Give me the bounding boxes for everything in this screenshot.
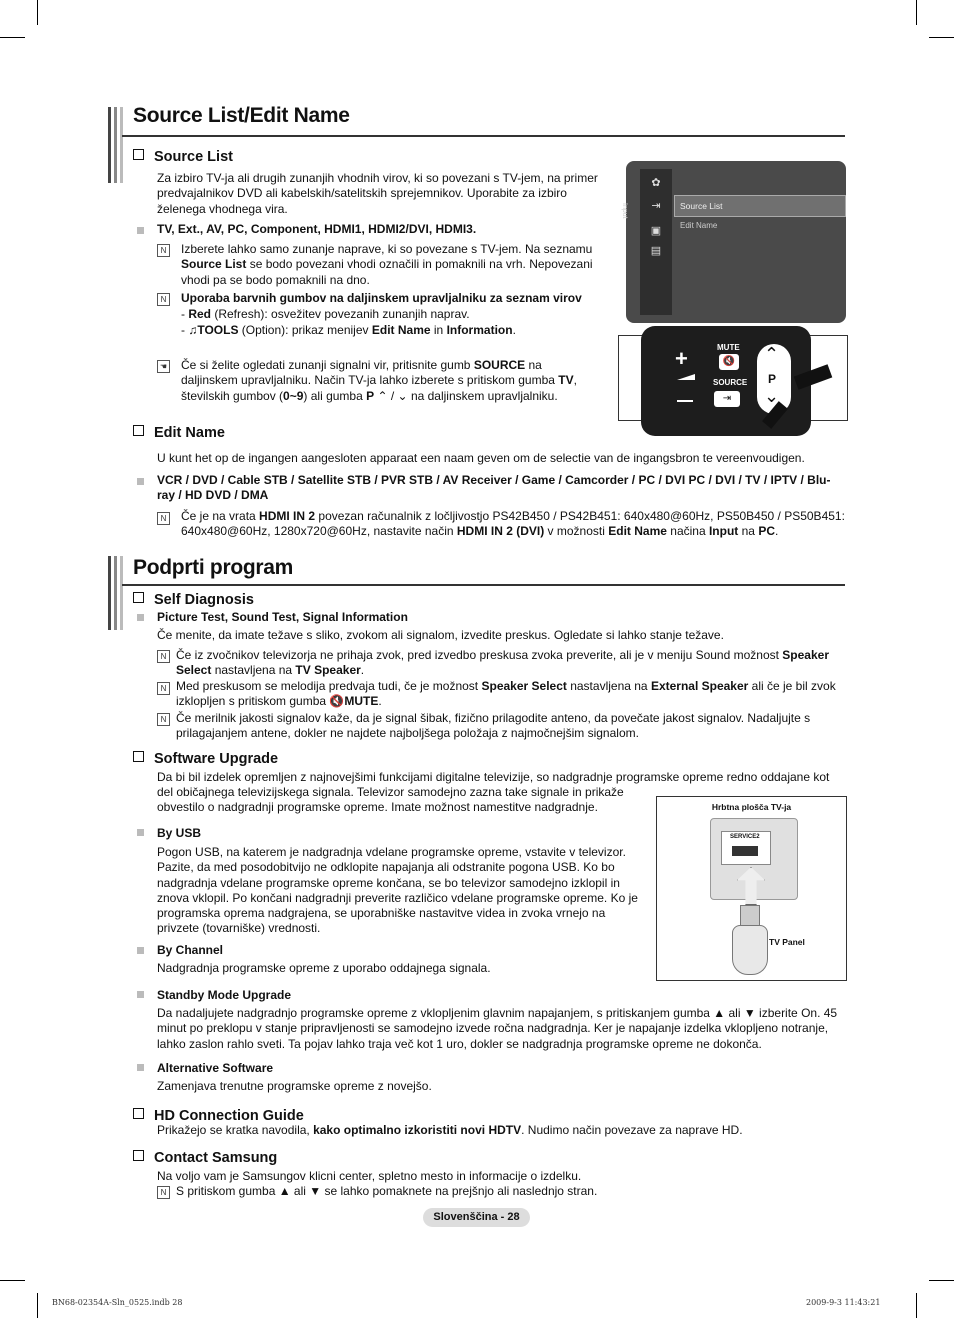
volume-up-icon: + <box>675 346 688 371</box>
tip-icon: ☚ <box>157 360 170 373</box>
tools-icon: ♫ <box>188 323 198 337</box>
checkbox-bullet-icon <box>133 425 144 436</box>
edit-name-devices: VCR / DVD / Cable STB / Satellite STB / PVR STB / AV Receiver / Game / Camcorder / PC / DVI PC / DVI / TV / IPTV / Blu-ray / HD DVD / DMA <box>157 473 831 503</box>
note-icon: N <box>157 1186 170 1199</box>
self-diagnosis-note2: Med preskusom se melodija predvaja tudi, če je možnost Speaker Select nastavljena na External Speaker ali če je bil zvok izklopljen s pritiskom gumba 🔇MUTE. <box>176 679 836 709</box>
note-icon: N <box>157 512 170 525</box>
alt-software-text: Zamenjava trenutne programske opreme z novejšo. <box>157 1079 432 1093</box>
source-button[interactable]: ⇥ <box>714 391 740 407</box>
section-rule <box>122 584 845 586</box>
port-label: SERVICE2 <box>730 834 760 840</box>
mute-icon: 🔇 <box>329 694 345 709</box>
crop-mark <box>37 0 38 25</box>
source-list-inputs: TV, Ext., AV, PC, Component, HDMI1, HDMI2/DVI, HDMI3. <box>157 222 477 236</box>
contact-text: Na voljo vam je Samsungov klicni center, spletno mesto in informacije o izdelku. <box>157 1169 582 1183</box>
source-list-note3: Če si želite ogledati zunanji signalni vir, pritisnite gumb SOURCE na daljinskem upravljalniku. Način TV-ja lahko izberete s pritiskom gumba TV, številskih gumbov (0~9) ali gumba P ⌃ / ⌄ na daljinskem upravljalniku. <box>181 358 577 403</box>
mute-button[interactable]: 🔇 <box>719 354 739 370</box>
usb-stick-icon <box>732 925 768 975</box>
square-bullet-icon <box>137 227 144 234</box>
section-title-supported-program: Podprti program <box>133 556 294 579</box>
standby-upgrade-title: Standby Mode Upgrade <box>157 988 292 1002</box>
subheading-source-list: Source List <box>133 149 233 165</box>
edit-name-note: Če je na vrata HDMI IN 2 povezan računalnik z ločljivostjo PS42B450 / PS42B451: 640x480@60Hz, PS50B450 / PS50B451: 640x480@60Hz, 1280x720@60Hz, nastavite način HDMI IN 2 (DVI) v možnosti Edit Name načina Input na PC. <box>181 509 845 539</box>
by-usb-text: Pogon USB, na katerem je nadgradnja vdelane programske opreme, vstavite v televizor. Pazite, da med posodobitvijo ne odklopite napajanja ali odstranite pogona USB. Ko bo nadgradnja vdelane programske opreme končana, se bo televizor samodejno izklopil in znova vklopil. Po končani nadgradnji preverite različico vdelane programske opreme. Ko je programska oprema nadgrajena, se uporabniške nastavitve videa in zvoka vrnejo na privzete (tovarniške) vrednosti. <box>157 845 638 936</box>
software-intro-rest: del običajnega televizijskega signala. Televizor samodejno zazna take signale in prikaže obvestilo o nadgradnji programske opreme. Imate možnost namestitve nadgradnje. <box>157 785 624 815</box>
section-title-source-list: Source List/Edit Name <box>133 104 350 127</box>
p-label: P <box>768 372 777 386</box>
contact-note: S pritiskom gumba ▲ ali ▼ se lahko pomaknete na prejšnjo ali naslednjo stran. <box>176 1184 598 1198</box>
page-number: Slovenščina - 28 <box>423 1208 530 1227</box>
chevron-up-icon: ⌃ <box>377 388 388 403</box>
square-bullet-icon <box>137 1064 144 1071</box>
usb-port <box>721 831 771 865</box>
section-bar <box>108 107 111 183</box>
crop-mark <box>0 1280 25 1281</box>
checkbox-bullet-icon <box>133 1150 144 1161</box>
self-diagnosis-note1: Če iz zvočnikov televizorja ne prihaja zvok, pred izvedbo preskusa zvoka preverite, ali je v meniju Sound možnost Speaker Select nastavljena na TV Speaker. <box>176 648 829 678</box>
subheading-software-upgrade: Software Upgrade <box>133 751 278 767</box>
checkbox-bullet-icon <box>133 149 144 160</box>
edit-name-intro: U kunt het op de ingangen aangesloten apparaat een naam geven om de selectie van de ingangsbron te vereenvoudigen. <box>157 451 805 465</box>
self-diagnosis-items: Picture Test, Sound Test, Signal Information <box>157 610 408 624</box>
checkbox-bullet-icon <box>133 1108 144 1119</box>
mute-label: MUTE <box>717 343 740 352</box>
section-rule <box>122 135 845 137</box>
source-list-intro: Za izbiro TV-ja ali drugih zunanjih vhodnih virov, ki so povezani s TV-jem, na primer predvajalnikov DVD ali kabelskih/satelitskih sprejemnikov. Uporabite za izbiro želenega vhodnega vira. <box>157 171 598 216</box>
source-list-note2: Uporaba barvnih gumbov na daljinskem upravljalniku za seznam virov <box>181 291 582 305</box>
square-bullet-icon <box>137 478 144 485</box>
square-bullet-icon <box>137 947 144 954</box>
subheading-hd-connection-guide: HD Connection Guide <box>133 1108 304 1124</box>
alt-software-title: Alternative Software <box>157 1061 274 1075</box>
self-diagnosis-intro: Če menite, da imate težave s sliko, zvokom ali signalom, izvedite preskus. Ogledate si lahko stanje težave. <box>157 628 724 642</box>
chevron-down-icon[interactable]: ⌄ <box>764 386 780 406</box>
subheading-edit-name: Edit Name <box>133 425 225 441</box>
menu-sidebar <box>640 169 672 315</box>
note-icon: N <box>157 244 170 257</box>
crop-mark <box>929 1280 954 1281</box>
input-icon: ⇥ <box>651 200 661 212</box>
hd-guide-text: Prikažejo se kratka navodila, kako optimalno izkoristiti novi HDTV. Nudimo način povezave za naprave HD. <box>157 1123 743 1137</box>
checkbox-bullet-icon <box>133 751 144 762</box>
crop-mark <box>916 0 917 25</box>
standby-upgrade-text: Da nadaljujete nadgradnjo programske opreme z vklopljenim glavnim napajanjem, s pritiskanjem gumba ▲ ali ▼ izberite On. 45 minut po preklopu v stanje pripravljenosti se samodejno izvede ročna nadgradnja. Ker je napajanje izdelka vklopljeno notranje, lahko zaslon rahlo sveti. Ta pojav lahko traja več kot 1 uro, dokler se nadgradnja programske opreme ne dokonča. <box>157 1006 838 1051</box>
chevron-down-icon: ⌄ <box>397 388 408 403</box>
crop-mark <box>37 1293 38 1318</box>
software-intro-line1: Da bi bil izdelek opremljen z najnovejšimi funkcijami digitalne televizije, so nadgradnje programske opreme redno oddajane kot <box>157 770 830 784</box>
menu-item-edit-name[interactable]: Edit Name <box>680 221 718 230</box>
support-icon: ▤ <box>650 245 662 257</box>
print-date-info: 2009-9-3 11:43:21 <box>806 1298 881 1307</box>
remote-control-illustration <box>618 335 848 421</box>
note-icon: N <box>157 650 170 663</box>
usb-diagram-title: Hrbtna plošča TV-ja <box>711 802 792 812</box>
note-icon: N <box>157 682 170 695</box>
by-channel-title: By Channel <box>157 943 224 957</box>
note-icon: N <box>157 713 170 726</box>
chevron-up-icon[interactable]: ⌃ <box>764 344 780 364</box>
section-bar <box>120 556 123 630</box>
menu-item-source-list[interactable]: Source List <box>680 201 723 211</box>
source-label: SOURCE <box>713 378 748 387</box>
usb-slot <box>732 846 758 856</box>
application-icon: ▣ <box>650 225 662 237</box>
print-file-info: BN68-02354A-Sln_0525.indb 28 <box>52 1298 183 1307</box>
red-button-desc: - Red (Refresh): osvežitev povezanih zunanjih naprav. <box>181 307 470 321</box>
square-bullet-icon <box>137 991 144 998</box>
tools-button-desc: - ♫TOOLS (Option): prikaz menijev Edit Name in Information. <box>181 323 516 337</box>
source-list-note1: Izberete lahko samo zunanje naprave, ki so povezane s TV-jem. Na seznamu Source List se bodo povezani vhodi označili in pomaknili na vrh. Nepovezani vhodi pa se bodo pomaknili na dno. <box>181 242 593 287</box>
crop-mark <box>929 37 954 38</box>
section-bar <box>114 107 117 183</box>
section-bar <box>114 556 117 630</box>
by-usb-title: By USB <box>157 826 202 840</box>
menu-side-label: Input <box>621 203 628 219</box>
tv-input-menu <box>621 161 846 323</box>
usb-diagram <box>656 796 847 981</box>
volume-down-icon <box>677 400 693 402</box>
square-bullet-icon <box>137 614 144 621</box>
square-bullet-icon <box>137 829 144 836</box>
subheading-contact-samsung: Contact Samsung <box>133 1150 277 1166</box>
section-bar <box>120 107 123 183</box>
crop-mark <box>0 37 25 38</box>
gear-icon: ✿ <box>651 177 661 189</box>
section-bar <box>108 556 111 630</box>
by-channel-text: Nadgradnja programske opreme z uporabo oddajnega signala. <box>157 961 491 975</box>
tv-panel-label: TV Panel <box>769 937 805 947</box>
note-icon: N <box>157 293 170 306</box>
checkbox-bullet-icon <box>133 592 144 603</box>
crop-mark <box>916 1293 917 1318</box>
self-diagnosis-note3: Če merilnik jakosti signalov kaže, da je signal šibak, fizično prilagodite anteno, da povečate jakost signalov. Nadaljujte s prilagajanjem antene, dokler ne najdete najboljšega položaja z najmočnejšim signalom. <box>176 711 811 741</box>
subheading-self-diagnosis: Self Diagnosis <box>133 592 254 608</box>
